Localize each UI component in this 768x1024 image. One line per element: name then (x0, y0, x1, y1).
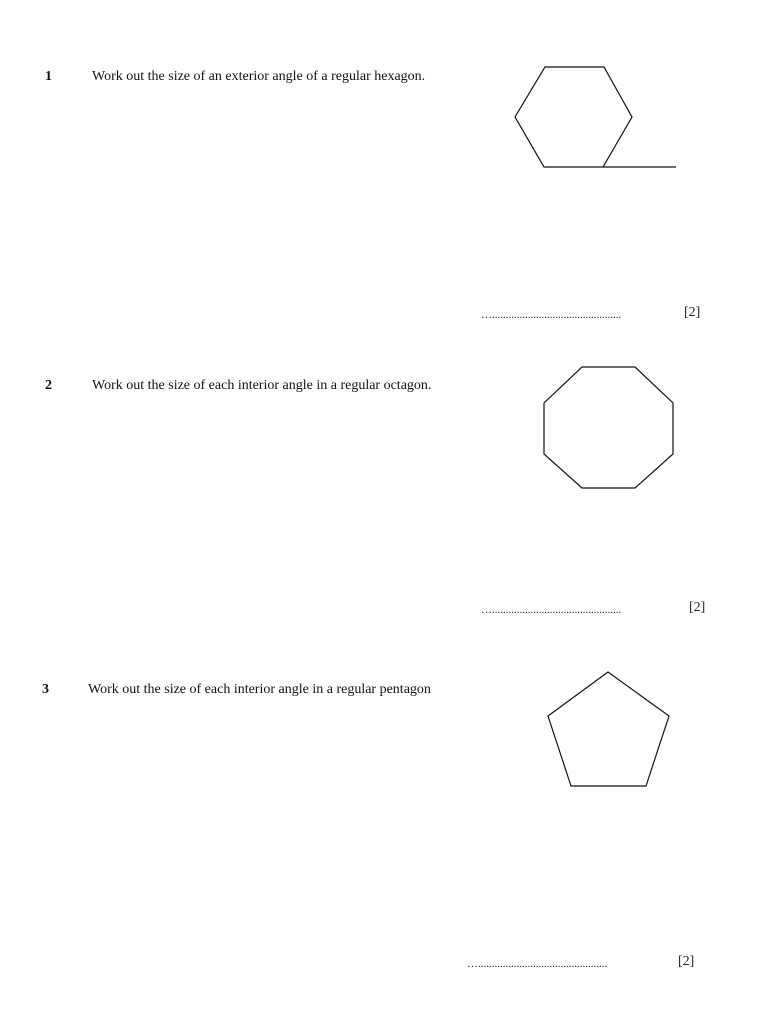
hexagon-icon (505, 60, 685, 175)
answer-line: …............................................... (481, 309, 622, 321)
answer-line: …............................................... (467, 958, 608, 970)
marks: [2] (684, 305, 701, 320)
question-number: 2 (45, 378, 52, 393)
question-text: Work out the size of each interior angle in a regular pentagon (88, 682, 431, 697)
marks: [2] (678, 954, 695, 969)
octagon-icon (535, 360, 685, 500)
question-number: 3 (42, 682, 49, 697)
question-text: Work out the size of an exterior angle of a regular hexagon. (92, 69, 426, 84)
pentagon-icon (538, 664, 678, 794)
marks: [2] (689, 600, 706, 615)
question-number: 1 (45, 69, 52, 84)
question-text: Work out the size of each interior angle in a regular octagon. (92, 378, 432, 393)
answer-line: …............................................... (481, 604, 622, 616)
